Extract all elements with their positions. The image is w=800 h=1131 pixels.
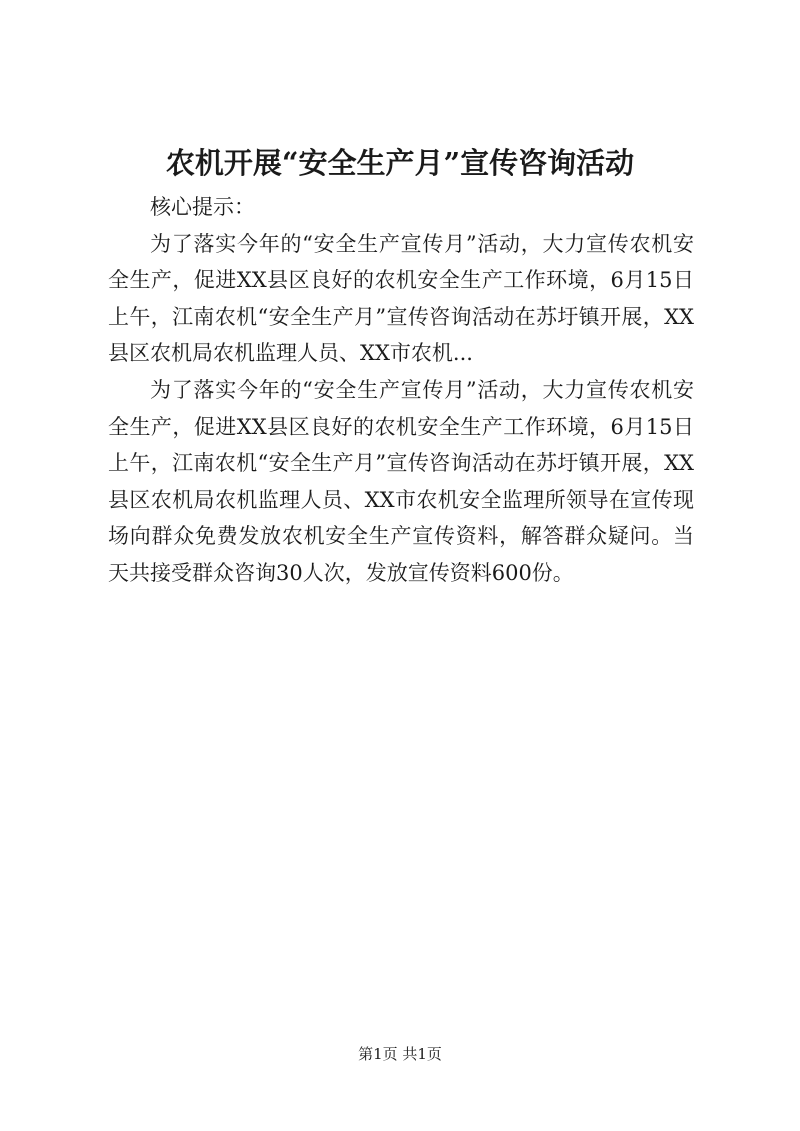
body-paragraph: 为了落实今年的“安全生产宣传月”活动，大力宣传农机安全生产，促进XX县区良好的农机安全生产工作环境，6月15日上午，江南农机“安全生产月”宣传咨询活动在苏圩镇开展，XX县区农机局农机监理人员、XX市农机安全监理所领导在宣传现场向群众免费发放农机安全生产宣传资料，解答群众疑问。当天共接受群众咨询30人次，发放宣传资料600份。 <box>108 377 694 585</box>
hint-label: 核心提示： <box>150 195 255 219</box>
page-title: 农机开展“安全生产月”宣传咨询活动 <box>165 146 635 180</box>
page-footer: 第1页 共1页 <box>358 1045 442 1063</box>
summary-paragraph: 为了落实今年的“安全生产宣传月”活动，大力宣传农机安全生产，促进XX县区良好的农机安全生产工作环境，6月15日上午，江南农机“安全生产月”宣传咨询活动在苏圩镇开展，XX县区农机局农机监理人员、XX市农机... <box>108 231 694 366</box>
document-body <box>108 189 694 592</box>
